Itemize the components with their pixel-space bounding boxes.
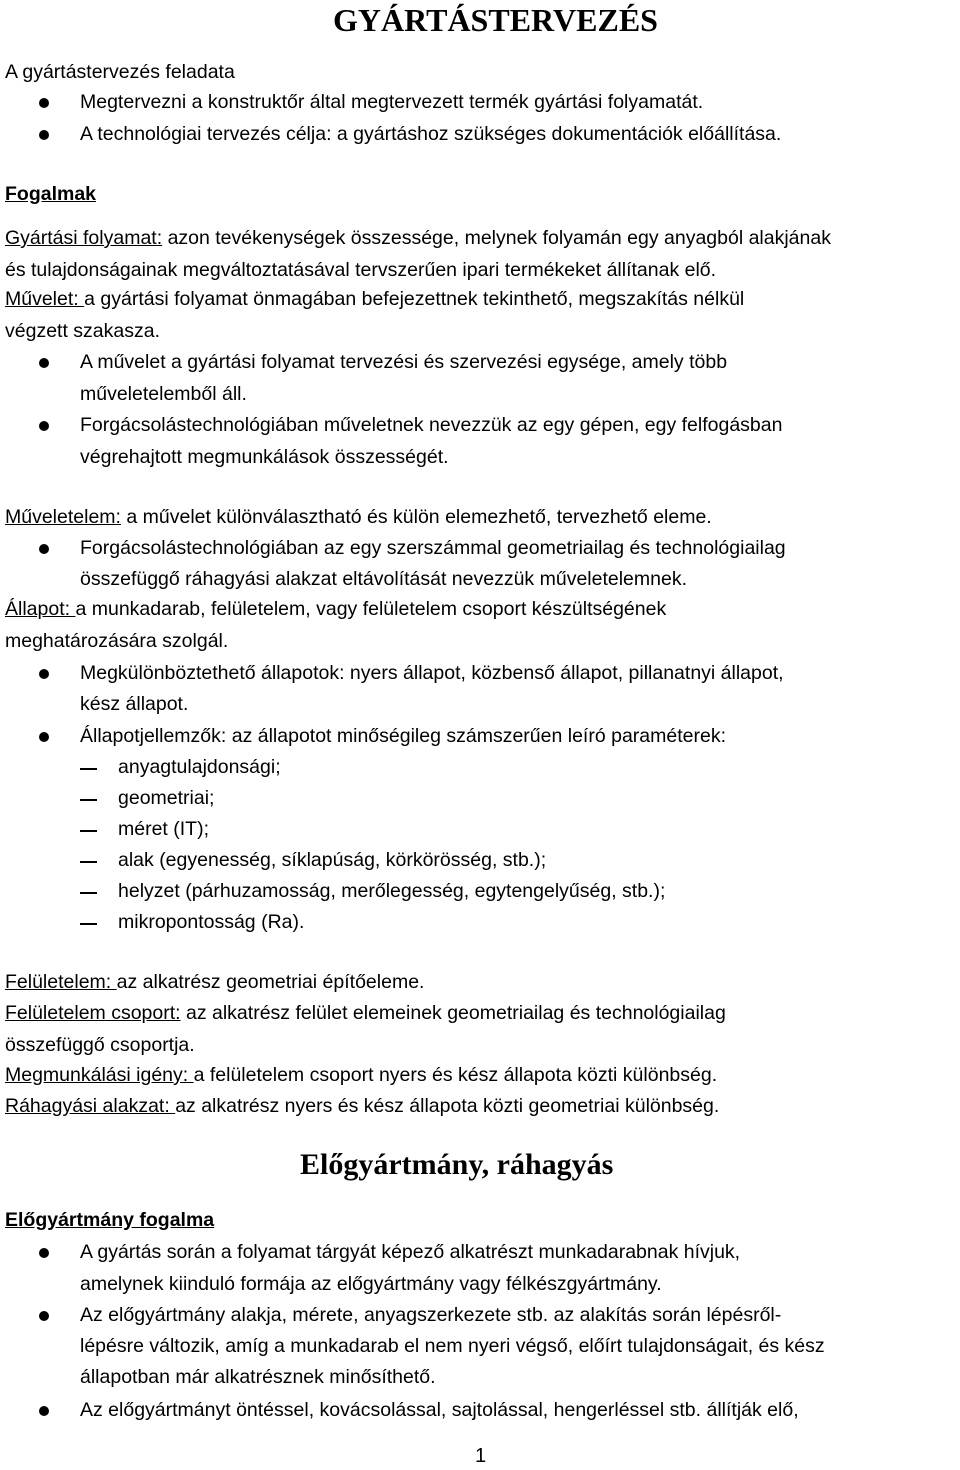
- term: Ráhagyási alakzat:: [5, 1095, 176, 1117]
- term: Megmunkálási igény:: [5, 1064, 194, 1086]
- bullet-icon: [39, 1311, 49, 1321]
- definition-text: a gyártási folyamat önmagában befejezettnek tekinthető, megszakítás nélkül: [84, 288, 745, 310]
- term: Felületelem csoport:: [5, 1002, 181, 1024]
- list-item: Forgácsolástechnológiában műveletnek nevezzük az egy gépen, egy felfogásban: [80, 414, 783, 436]
- list-item: Megkülönböztethető állapotok: nyers állapot, közbenső állapot, pillanatnyi állapot,: [80, 662, 784, 684]
- definition-feluletelem: [5, 971, 424, 994]
- definition-muveletelem: [5, 506, 712, 529]
- definition-text: az alkatrész felület elemeinek geometriailag és technológiailag: [180, 1002, 726, 1024]
- bullet-icon: [39, 98, 49, 108]
- list-item: Az előgyártmány alakja, mérete, anyagszerkezete stb. az alakítás során lépésről-: [80, 1304, 782, 1326]
- dash-item: anyagtulajdonsági;: [118, 756, 281, 778]
- bullet-icon: [39, 421, 49, 431]
- definition-text: azon tevékenységek összessége, melynek folyamán egy anyagból alakjának: [167, 227, 831, 249]
- list-item-continuation: kész állapot.: [80, 693, 189, 715]
- definition-gyartasi-folyamat: [5, 227, 831, 250]
- definition-text: összefüggő csoportja.: [5, 1034, 195, 1056]
- list-item-continuation: műveletelemből áll.: [80, 383, 247, 405]
- list-item: A művelet a gyártási folyamat tervezési és szervezési egysége, amely több: [80, 351, 728, 373]
- list-item-continuation: állapotban már alkatrésznek minősíthető.: [80, 1366, 436, 1388]
- dash-icon: [80, 799, 97, 801]
- bullet-icon: [39, 130, 49, 140]
- page-number: 1: [475, 1445, 487, 1467]
- dash-icon: [80, 892, 97, 894]
- bullet-icon: [39, 1248, 49, 1258]
- definition-rahagyasi-alakzat: [5, 1095, 719, 1118]
- dash-item: méret (IT);: [118, 818, 209, 840]
- dash-icon: [80, 830, 97, 832]
- definition-text: a művelet különválasztható és külön elemezhető, tervezhető eleme.: [120, 506, 712, 528]
- term: Felületelem:: [5, 971, 117, 993]
- page-title: GYÁRTÁSTERVEZÉS: [333, 2, 658, 38]
- term: Gyártási folyamat:: [5, 227, 163, 249]
- definition-feluletelem-csoport: [5, 1002, 726, 1025]
- definition-allapot: [5, 598, 666, 621]
- bullet-icon: [39, 1406, 49, 1416]
- list-item-continuation: amelynek kiinduló formája az előgyártmány vagy félkészgyártmány.: [80, 1273, 662, 1295]
- section-heading-feladata: A gyártástervezés feladata: [5, 61, 235, 83]
- list-item-continuation: lépésre változik, amíg a munkadarab el nem nyeri végső, előírt tulajdonságait, és kész: [80, 1335, 825, 1357]
- list-item: Megtervezni a konstruktőr által megtervezett termék gyártási folyamatát.: [80, 91, 704, 113]
- section-heading-fogalmak: Fogalmak: [5, 183, 97, 205]
- definition-text: az alkatrész nyers és kész állapota közti geometriai különbség.: [175, 1095, 720, 1117]
- list-item: A gyártás során a folyamat tárgyát képező alkatrészt munkadarabnak hívjuk,: [80, 1241, 741, 1263]
- definition-text: az alkatrész geometriai építőeleme.: [116, 971, 425, 993]
- section-title: Előgyártmány, ráhagyás: [300, 1148, 614, 1181]
- definition-text: a munkadarab, felületelem, vagy felületelem csoport készültségének: [75, 598, 667, 620]
- definition-text: a felületelem csoport nyers és kész állapota közti különbség.: [193, 1064, 718, 1086]
- dash-icon: [80, 768, 97, 770]
- definition-text: meghatározására szolgál.: [5, 630, 229, 652]
- definition-text: végzett szakasza.: [5, 320, 160, 342]
- term: Állapot:: [5, 598, 76, 620]
- definition-megmunkalasi-igeny: [5, 1064, 717, 1087]
- list-item-continuation: végrehajtott megmunkálások összességét.: [80, 446, 449, 468]
- bullet-icon: [39, 669, 49, 679]
- term: Műveletelem:: [5, 506, 121, 528]
- bullet-icon: [39, 544, 49, 554]
- bullet-icon: [39, 358, 49, 368]
- dash-icon: [80, 861, 97, 863]
- definition-text: és tulajdonságainak megváltoztatásával tervszerűen ipari termékeket állítanak elő.: [5, 259, 717, 281]
- list-item: Az előgyártmányt öntéssel, kovácsolással, sajtolással, hengerléssel stb. állítják elő,: [80, 1399, 799, 1421]
- list-item: Forgácsolástechnológiában az egy szerszámmal geometriailag és technológiailag: [80, 537, 786, 559]
- list-item-continuation: összefüggő ráhagyási alakzat eltávolítását nevezzük műveletelemnek.: [80, 568, 688, 590]
- list-item: A technológiai tervezés célja: a gyártáshoz szükséges dokumentációk előállítása.: [80, 123, 782, 145]
- dash-item: mikropontosság (Ra).: [118, 911, 305, 933]
- bullet-icon: [39, 732, 49, 742]
- dash-item: helyzet (párhuzamosság, merőlegesség, egytengelyűség, stb.);: [118, 880, 666, 902]
- definition-muvelet: [5, 288, 744, 311]
- dash-item: geometriai;: [118, 787, 215, 809]
- dash-item: alak (egyenesség, síklapúság, körkörösség, stb.);: [118, 849, 547, 871]
- list-item: Állapotjellemzők: az állapotot minőségileg számszerűen leíró paraméterek:: [80, 725, 726, 747]
- dash-icon: [80, 923, 97, 925]
- section-heading-elogyartmany: Előgyártmány fogalma: [5, 1209, 215, 1231]
- term: Művelet:: [5, 288, 85, 310]
